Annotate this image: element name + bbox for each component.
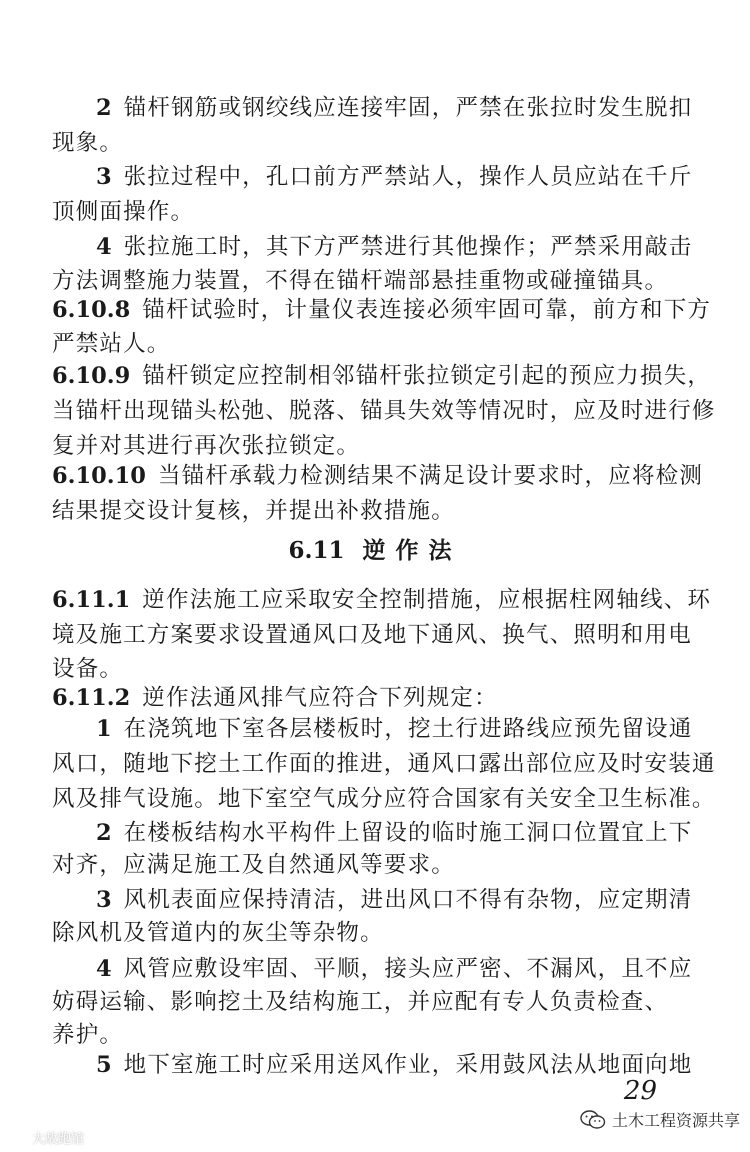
line-text: 顶侧面操作。 [52, 199, 195, 225]
text-line [52, 1021, 692, 1049]
line-text: 除风机及管道内的灰尘等杂物。 [52, 920, 384, 946]
text-line [52, 919, 692, 947]
line-text: 在浇筑地下室各层楼板时，挖土行进路线应预先留设通 [123, 716, 693, 742]
line-text: 锚杆锁定应控制相邻锚杆张拉锁定引起的预应力损失， [142, 363, 712, 389]
text-line [52, 750, 716, 778]
line-text: 方法调整施力装置，不得在锚杆端部悬挂重物或碰撞锚具。 [52, 268, 669, 294]
text-line [52, 296, 712, 324]
text-line [52, 785, 716, 813]
text-line [52, 586, 712, 614]
text-line [52, 267, 692, 295]
watermark-right-text: 土木工程资源共享 [611, 1111, 740, 1130]
clause-number: 6.10.10 [52, 463, 146, 489]
line-text: 结果提交设计复核，并提出补救措施。 [52, 498, 455, 524]
text-line [96, 715, 736, 743]
line-text: 地下室施工时应采用送风作业，采用鼓风法从地面向地 [123, 1052, 693, 1078]
line-text: 张拉施工时，其下方严禁进行其他操作；严禁采用敲击 [123, 234, 693, 260]
line-text: 当锚杆出现锚头松弛、脱落、锚具失效等情况时，应及时进行修 [52, 398, 716, 424]
line-text: 风机表面应保持清洁，进出风口不得有杂物，应定期清 [123, 887, 693, 913]
line-text: 境及施工方案要求设置通风口及地下通风、换气、照明和用电 [52, 622, 692, 648]
text-line [52, 397, 716, 425]
line-text: 严禁站人。 [52, 331, 171, 357]
line-text: 对齐，应满足施工及自然通风等要求。 [52, 852, 455, 878]
text-line [52, 362, 712, 390]
text-line [96, 886, 736, 914]
line-text: 当锚杆承载力检测结果不满足设计要求时，应将检测 [157, 463, 704, 489]
text-line [52, 432, 692, 460]
logo-icon [6, 1131, 28, 1145]
line-text: 养护。 [52, 1022, 124, 1048]
clause-number: 5 [96, 1052, 112, 1078]
text-line [52, 851, 692, 879]
clause-number: 4 [96, 956, 112, 982]
section-heading [0, 536, 750, 566]
text-line [52, 129, 692, 157]
clause-number: 4 [96, 234, 112, 260]
text-line [96, 233, 736, 261]
text-line [52, 497, 692, 525]
text-line [96, 955, 736, 983]
clause-number: 3 [96, 887, 112, 913]
line-text: 锚杆试验时，计量仪表连接必须牢固可靠，前方和下方 [142, 297, 712, 323]
line-text: 锚杆钢筋或钢绞线应连接牢固，严禁在张拉时发生脱扣 [123, 95, 693, 121]
clause-number: 2 [96, 95, 112, 121]
line-text: 风口，随地下挖土工作面的推进，通风口露出部位应及时安装通 [52, 751, 716, 777]
clause-number: 1 [96, 716, 112, 742]
line-text: 张拉过程中，孔口前方严禁站人，操作人员应站在千斤 [123, 164, 693, 190]
clause-number: 6.11.2 [52, 685, 131, 711]
clause-number: 3 [96, 164, 112, 190]
line-text: 现象。 [52, 130, 124, 156]
clause-number: 6.10.9 [52, 363, 131, 389]
text-line [52, 684, 692, 712]
section-title: 逆作法 [362, 537, 462, 564]
watermark-left [6, 1128, 84, 1147]
section-number: 6.11 [288, 537, 345, 564]
text-line [96, 819, 736, 847]
text-line [52, 655, 692, 683]
line-text: 设备。 [52, 656, 124, 682]
text-line [52, 621, 692, 649]
line-text: 风及排气设施。地下室空气成分应符合国家有关安全卫生标准。 [52, 786, 716, 812]
text-line [52, 462, 704, 490]
text-line [52, 198, 692, 226]
text-line [52, 988, 692, 1016]
clause-number: 2 [96, 820, 112, 846]
watermark-right [580, 1108, 740, 1131]
line-text: 复并对其进行再次张拉锁定。 [52, 433, 361, 459]
text-line [96, 94, 736, 122]
line-text: 妨碍运输、影响挖土及结构施工，并应配有专人负责检查、 [52, 989, 669, 1015]
watermark-left-text: 大故跑馆 [32, 1132, 85, 1147]
line-text: 逆作法施工应采取安全控制措施，应根据柱网轴线、环 [142, 587, 712, 613]
clause-number: 6.11.1 [52, 587, 131, 613]
line-text: 逆作法通风排气应符合下列规定： [142, 685, 498, 711]
page-number: 29 [623, 1076, 657, 1106]
text-line [96, 163, 736, 191]
line-text: 在楼板结构水平构件上留设的临时施工洞口位置宜上下 [123, 820, 693, 846]
line-text: 风管应敷设牢固、平顺，接头应严密、不漏风，且不应 [123, 956, 693, 982]
wechat-icon [580, 1110, 606, 1130]
clause-number: 6.10.8 [52, 297, 131, 323]
text-line [52, 330, 692, 358]
text-line [96, 1051, 736, 1079]
